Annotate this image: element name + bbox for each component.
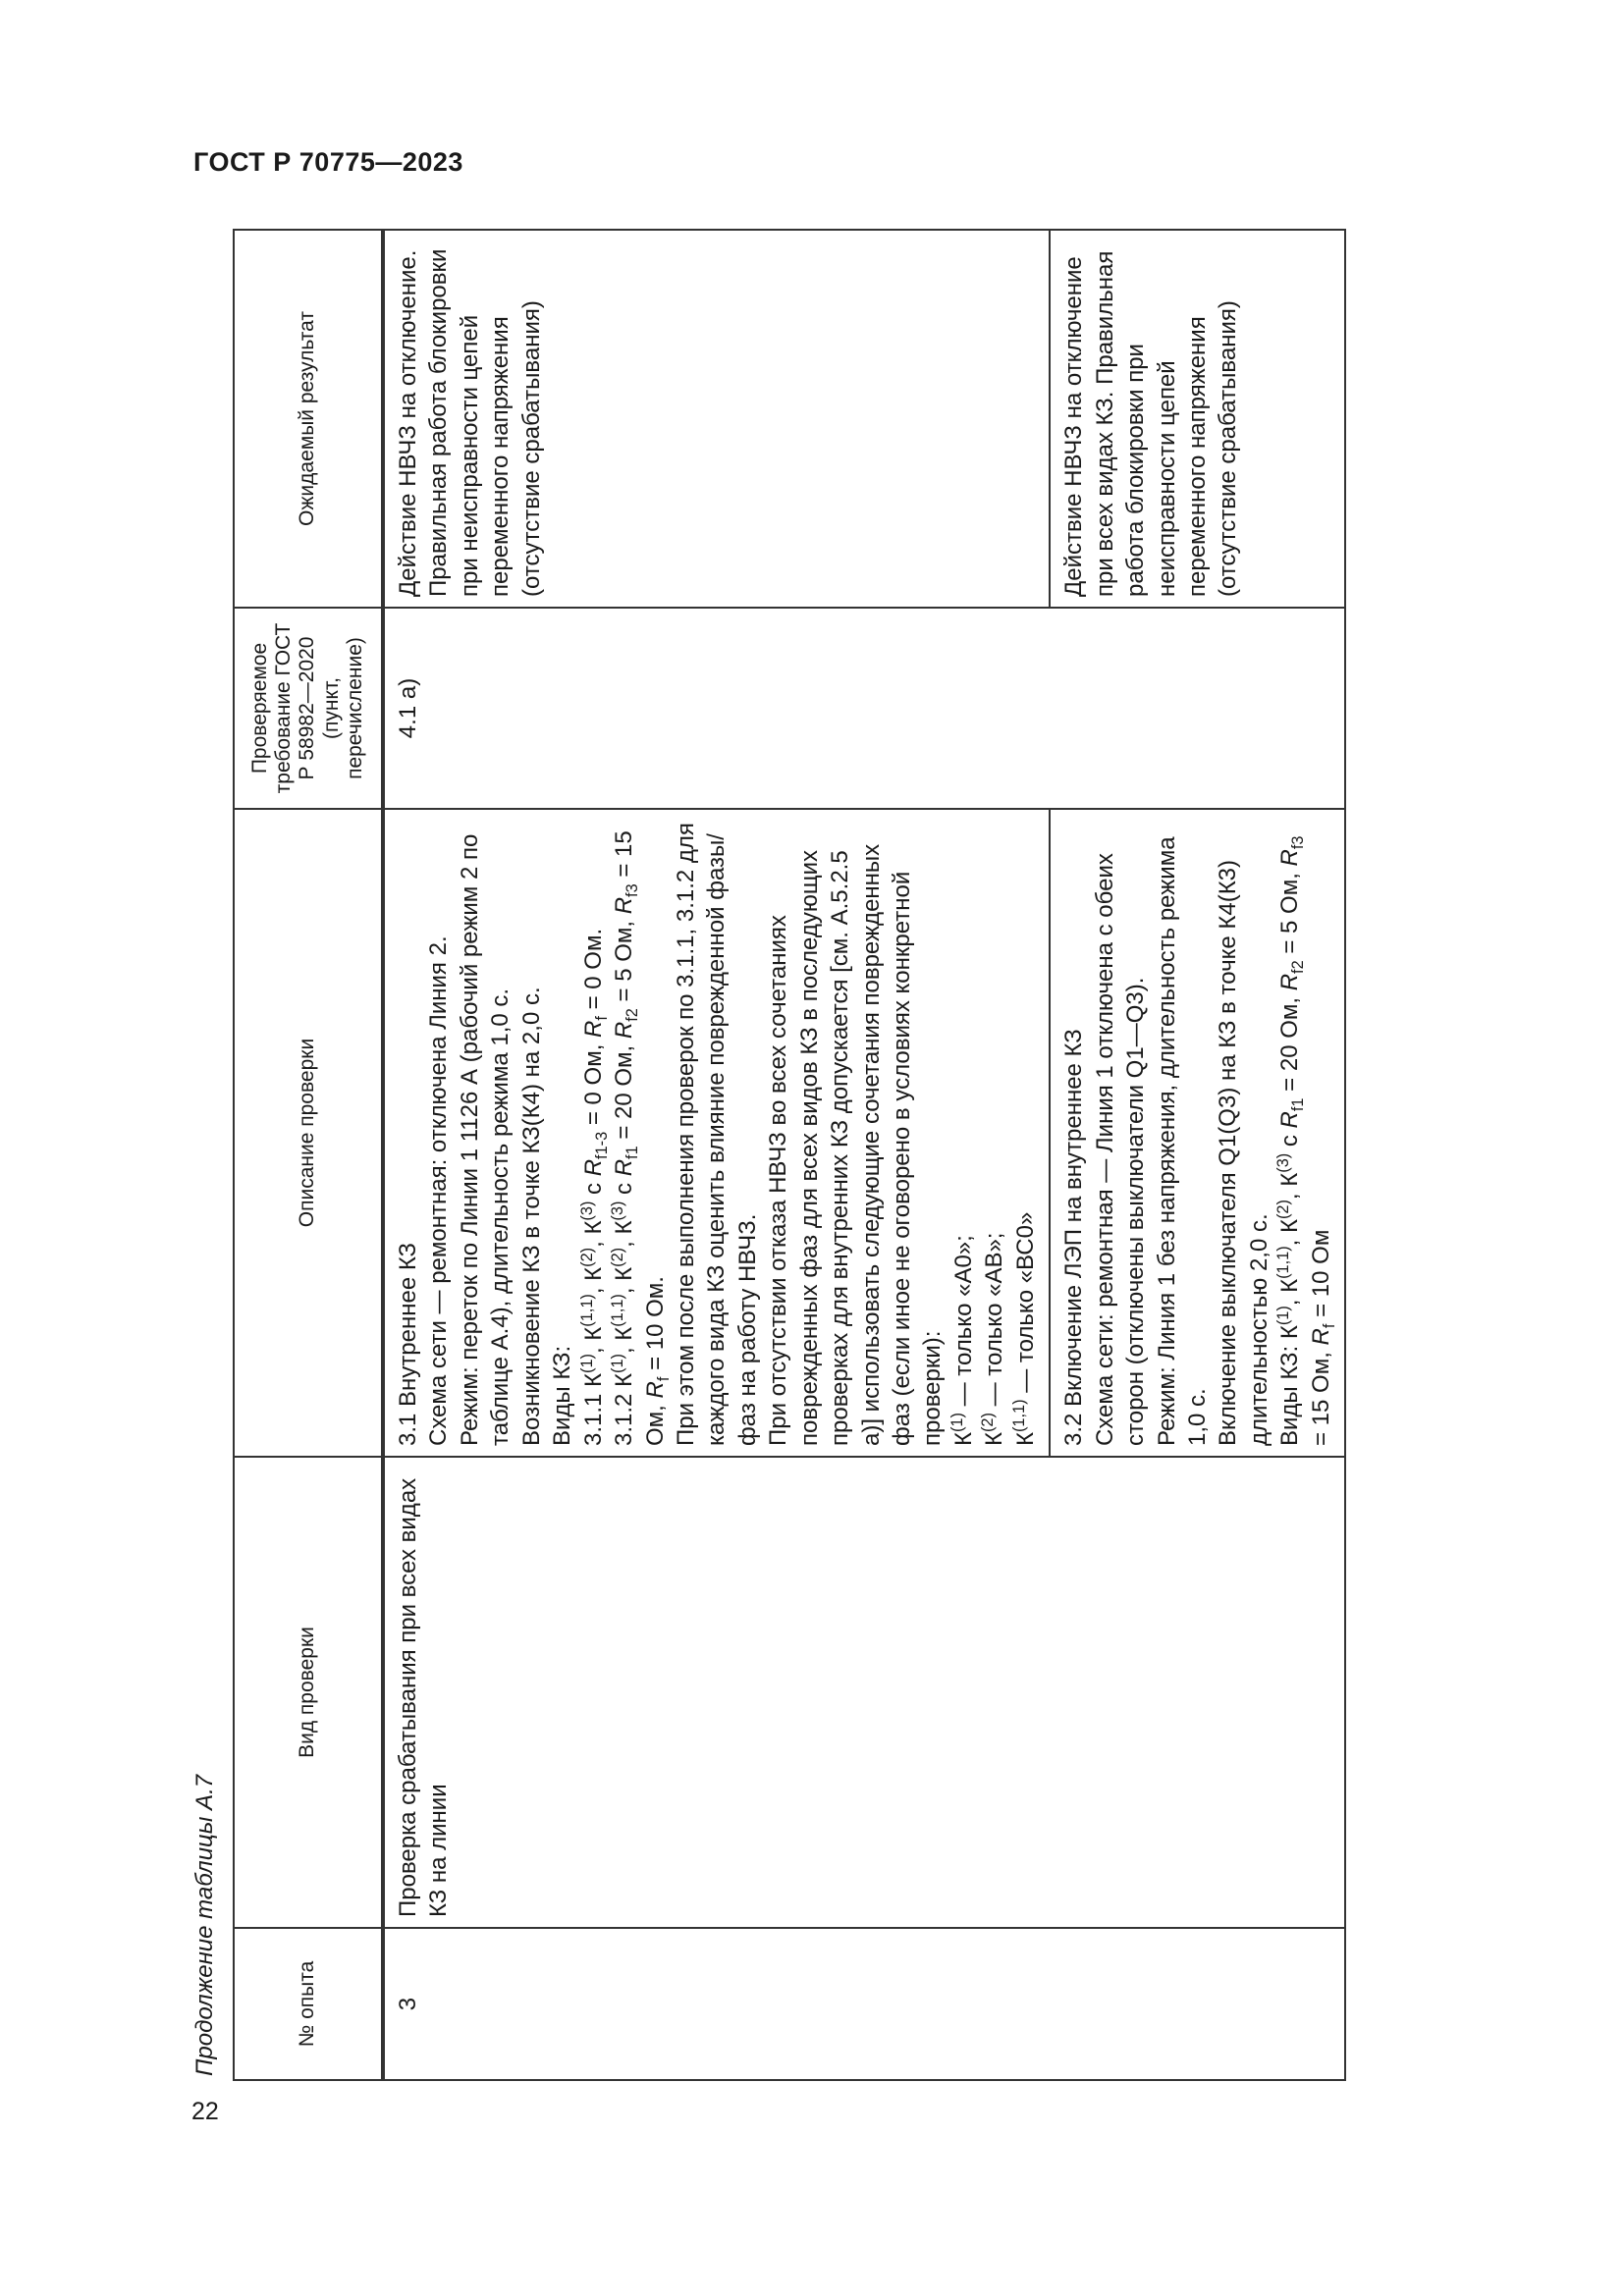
- page-number: 22: [191, 2098, 219, 2125]
- desc-line: 3.2 Включение ЛЭП на внутреннее КЗ: [1060, 1029, 1088, 1446]
- header-type: Вид проверки: [234, 1457, 383, 1928]
- formula-3-1-2: 3.1.2 $К^{(1)}$, К$^{(1,1)}$, $К^{(2)}$, $К^{(3)}$ с $R_{f1} = 20$ Ом, $R_{f2} = 5$ Ом, $R_{f3} = 15$ Ом, $R_f = 10$ Ом.: [609, 830, 673, 1446]
- header-description: Описание проверки: [234, 809, 383, 1457]
- k11-line: К$^{(1,1)}$ — только «ВС0»: [1009, 1211, 1039, 1446]
- k1-line: $К^{(1)}$ — только «А0»;: [947, 1235, 977, 1446]
- row-description-3-2: [1050, 809, 1345, 1457]
- row-num: 3: [383, 1928, 1345, 2080]
- table-row: [383, 230, 1050, 2080]
- header-requirement: Проверяемое требование ГОСТ Р 58982—2020 (пункт, перечисление): [234, 608, 383, 809]
- rotated-table-container: [233, 231, 1338, 2081]
- row-result-3-2: Действие НВЧЗ на отключение при всех видах КЗ. Правильная работа блокировки при неисправности цепей переменного напряжения (отсутствие срабатывания): [1050, 230, 1345, 608]
- header-result: Ожидаемый результат: [234, 230, 383, 608]
- desc-line: 3.1 Внутреннее КЗ: [395, 1242, 421, 1446]
- desc-line: При этом после выполнения проверок по 3.1.1, 3.1.2 для каждого вида КЗ оценить влияние поврежденной фазы/фаз на работу НВЧЗ.: [672, 823, 761, 1446]
- desc-line: Виды КЗ:: [549, 1345, 576, 1446]
- desc-line: Схема сети — ремонтная: отключена Линия 2.: [425, 935, 453, 1446]
- desc-line: Режим: Линия 1 без напряжения, длительность режима 1,0 с.: [1153, 836, 1211, 1446]
- table-header-row: [234, 230, 383, 2080]
- document-header: ГОСТ Р 70775—2023: [193, 147, 463, 177]
- desc-line: Схема сети: ремонтная — Линия 1 отключена с обеих сторон (отключены выключатели Q1—Q3).: [1091, 853, 1150, 1446]
- row-result-3-1: Действие НВЧЗ на отключение. Правильная работа блокировки при неисправности цепей переменного напряжения (отсутствие срабатывания): [383, 230, 1050, 608]
- table-continuation-label: Продолжение таблицы А.7: [191, 1774, 218, 2076]
- desc-line: Возникновение КЗ в точке КЗ(К4) на 2,0 с.: [517, 987, 545, 1446]
- row-requirement: 4.1 а): [383, 608, 1345, 809]
- desc-line: Включение выключателя Q1(Q3) на КЗ в точке К4(К3) длительностью 2,0 с.: [1215, 859, 1272, 1446]
- k11-text: — только «ВС0»: [1011, 1211, 1039, 1393]
- row-description-3-1: [383, 809, 1050, 1457]
- formula-3-1-1: 3.1.1 $К^{(1)}$, К$^{(1,1)}$, $К^{(2)}$, $К^{(3)}$ с $R_{f1-3} = 0$ Ом, $R_f = 0$ Ом.: [577, 928, 611, 1446]
- row-check-type: Проверка срабатывания при всех видах КЗ на линии: [383, 1457, 1345, 1928]
- desc-line: Режим: переток по Линии 1 1126 А (рабочий режим 2 по таблице А.4), длительность режима 1,0 с.: [456, 833, 514, 1446]
- formula-3-2: Виды КЗ: $К^{(1)}$, К$^{(1,1)}$, $К^{(2)}$, $К^{(3)}$ с $R_{f1} = 20$ Ом, $R_{f2} = 5$ Ом, $R_{f3} = 15$ Ом, $R_f = 10$ Ом: [1274, 835, 1338, 1446]
- table-a7: [233, 229, 1346, 2081]
- k2-line: $К^{(2)}$ — только «АВ»;: [979, 1232, 1008, 1446]
- desc-line: При отсутствии отказа НВЧЗ во всех сочетаниях поврежденных фаз для всех видов КЗ в последующих проверках для внутренних КЗ допускается [см. А.5.2.5 а)] использовать следующие сочетания поврежденных фаз (если иное не оговорено в условиях конкретной проверки):: [765, 843, 947, 1446]
- k2-text: — только «АВ»;: [981, 1232, 1008, 1407]
- k1-text: — только «А0»;: [949, 1235, 977, 1407]
- header-num: № опыта: [234, 1928, 383, 2080]
